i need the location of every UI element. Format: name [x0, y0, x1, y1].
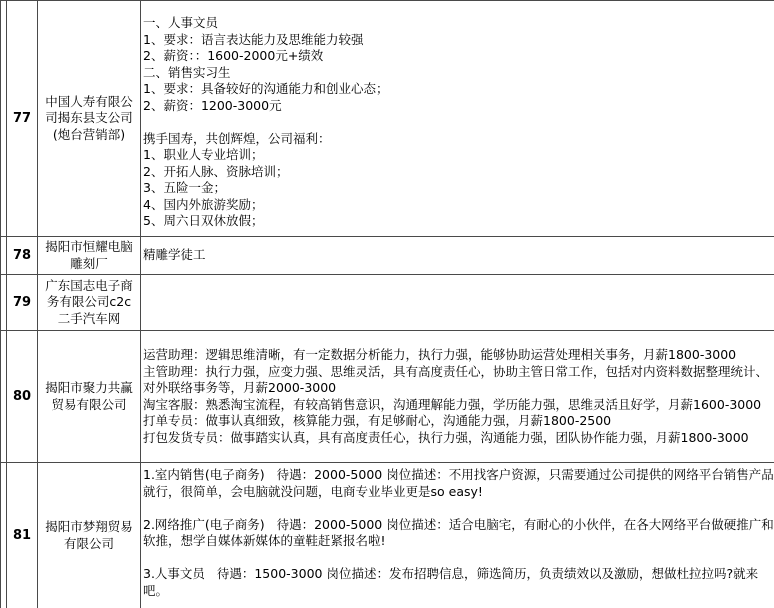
description-line: 4、国内外旅游奖励；: [143, 196, 264, 212]
company-name-line: 二手汽车网: [57, 310, 121, 326]
description-line: 淘宝客服：熟悉淘宝流程，有较高销售意识，沟通理解能力强，学历能力强，思维灵活且好学，月薪1600-3000: [143, 396, 762, 412]
description-line: 3.人事文员 待遇：1500-3000 岗位描述：发布招聘信息，筛选简历，负责绩效以及激励，想做杜拉拉吗?就来吧。: [143, 566, 759, 598]
description-line: 2.网络推广(电子商务) 待遇：2000-5000 岗位描述：适合电脑宅，有耐心的小伙伴，在各大网络平台做硬推广和软推，想学自媒体新媒体的童鞋赶紧报名啦!: [143, 516, 774, 548]
description-line: 1、职业人专业培训；: [143, 147, 264, 162]
description-line: 5、周六日双休放假；: [143, 213, 264, 228]
description-line: 二、销售实习生: [143, 64, 231, 80]
company-name-line: 揭阳市聚力共赢: [45, 380, 133, 395]
company-name: [38, 331, 141, 463]
job-description: [141, 331, 774, 463]
company-name: [38, 237, 141, 275]
row-number: 81: [7, 463, 38, 608]
company-name-line: 揭阳市梦翔贸易: [45, 519, 133, 534]
description-line: 1.室内销售(电子商务) 待遇：2000-5000 岗位描述：不用找客户资源，只需要通过公司提供的网络平台销售产品就行，很简单，会电脑就没问题，电商专业毕业更是so easy!: [143, 467, 774, 499]
row-number: 79: [7, 275, 38, 331]
company-name: [38, 1, 141, 237]
company-name-line: 有限公司: [63, 535, 114, 551]
company-name-line: (炮台营销部): [52, 126, 126, 142]
company-name: [38, 275, 141, 331]
job-description: [141, 275, 774, 331]
company-name-line: 司揭东县支公司: [45, 110, 133, 126]
description-line: 主管助理：执行力强，应变力强、思维灵活，具有高度责任心，协助主管日常工作，包括对内资料数据整理统计、对外联络事务等，月薪2000-3000: [143, 363, 769, 395]
company-name-line: 揭阳市恒耀电脑: [45, 239, 133, 254]
description-line: 1、要求：语言表达能力及思维能力较强: [143, 31, 364, 47]
blank-line: [143, 550, 774, 567]
company-name-line: 中国人寿有限公: [45, 93, 133, 109]
description-line: 2、薪资：：1600-2000元+绩效: [143, 48, 324, 63]
description-line: 2、开拓人脉、资脉培训；: [143, 163, 289, 179]
row-number: 80: [7, 331, 38, 463]
blank-line: [143, 500, 774, 517]
company-name-line: 广东国志电子商: [45, 277, 133, 293]
description-line: 运营助理：逻辑思维清晰，有一定数据分析能力，执行力强，能够协助运营处理相关事务，月薪1800-3000: [143, 347, 737, 362]
description-line: 一、人事文员: [143, 15, 219, 30]
company-name-line: 贸易有限公司: [51, 396, 127, 412]
description-line: 3、五险一金；: [143, 180, 226, 195]
description-line: 打单专员：做事认真细致，核算能力强，有足够耐心，沟通能力强，月薪1800-2500: [143, 413, 612, 428]
description-line: 1、要求：具备较好的沟通能力和创业心态；: [143, 81, 389, 96]
job-description: [141, 1, 774, 237]
table-row: [1, 331, 774, 463]
table-row: [1, 237, 774, 275]
job-description: [141, 237, 774, 275]
description-line: 打包发货专员：做事踏实认真，具有高度责任心，执行力强，沟通能力强，团队协作能力强，月薪1800-3000: [143, 429, 749, 445]
job-description: [141, 463, 774, 608]
row-number: 78: [7, 237, 38, 275]
company-name-line: 雕刻厂: [70, 255, 108, 271]
row-number: 77: [7, 1, 38, 237]
table-row: [1, 463, 774, 608]
blank-line: [143, 114, 774, 131]
table-row: [1, 1, 774, 237]
description-line: 携手国寿，共创辉煌，公司福利：: [143, 130, 331, 146]
description-line: 2、薪资：1200-3000元: [143, 97, 282, 113]
description-line: 精雕学徒工: [143, 247, 206, 263]
company-name-line: 务有限公司c2c: [46, 294, 132, 310]
table-row: [1, 275, 774, 331]
company-name: [38, 463, 141, 608]
